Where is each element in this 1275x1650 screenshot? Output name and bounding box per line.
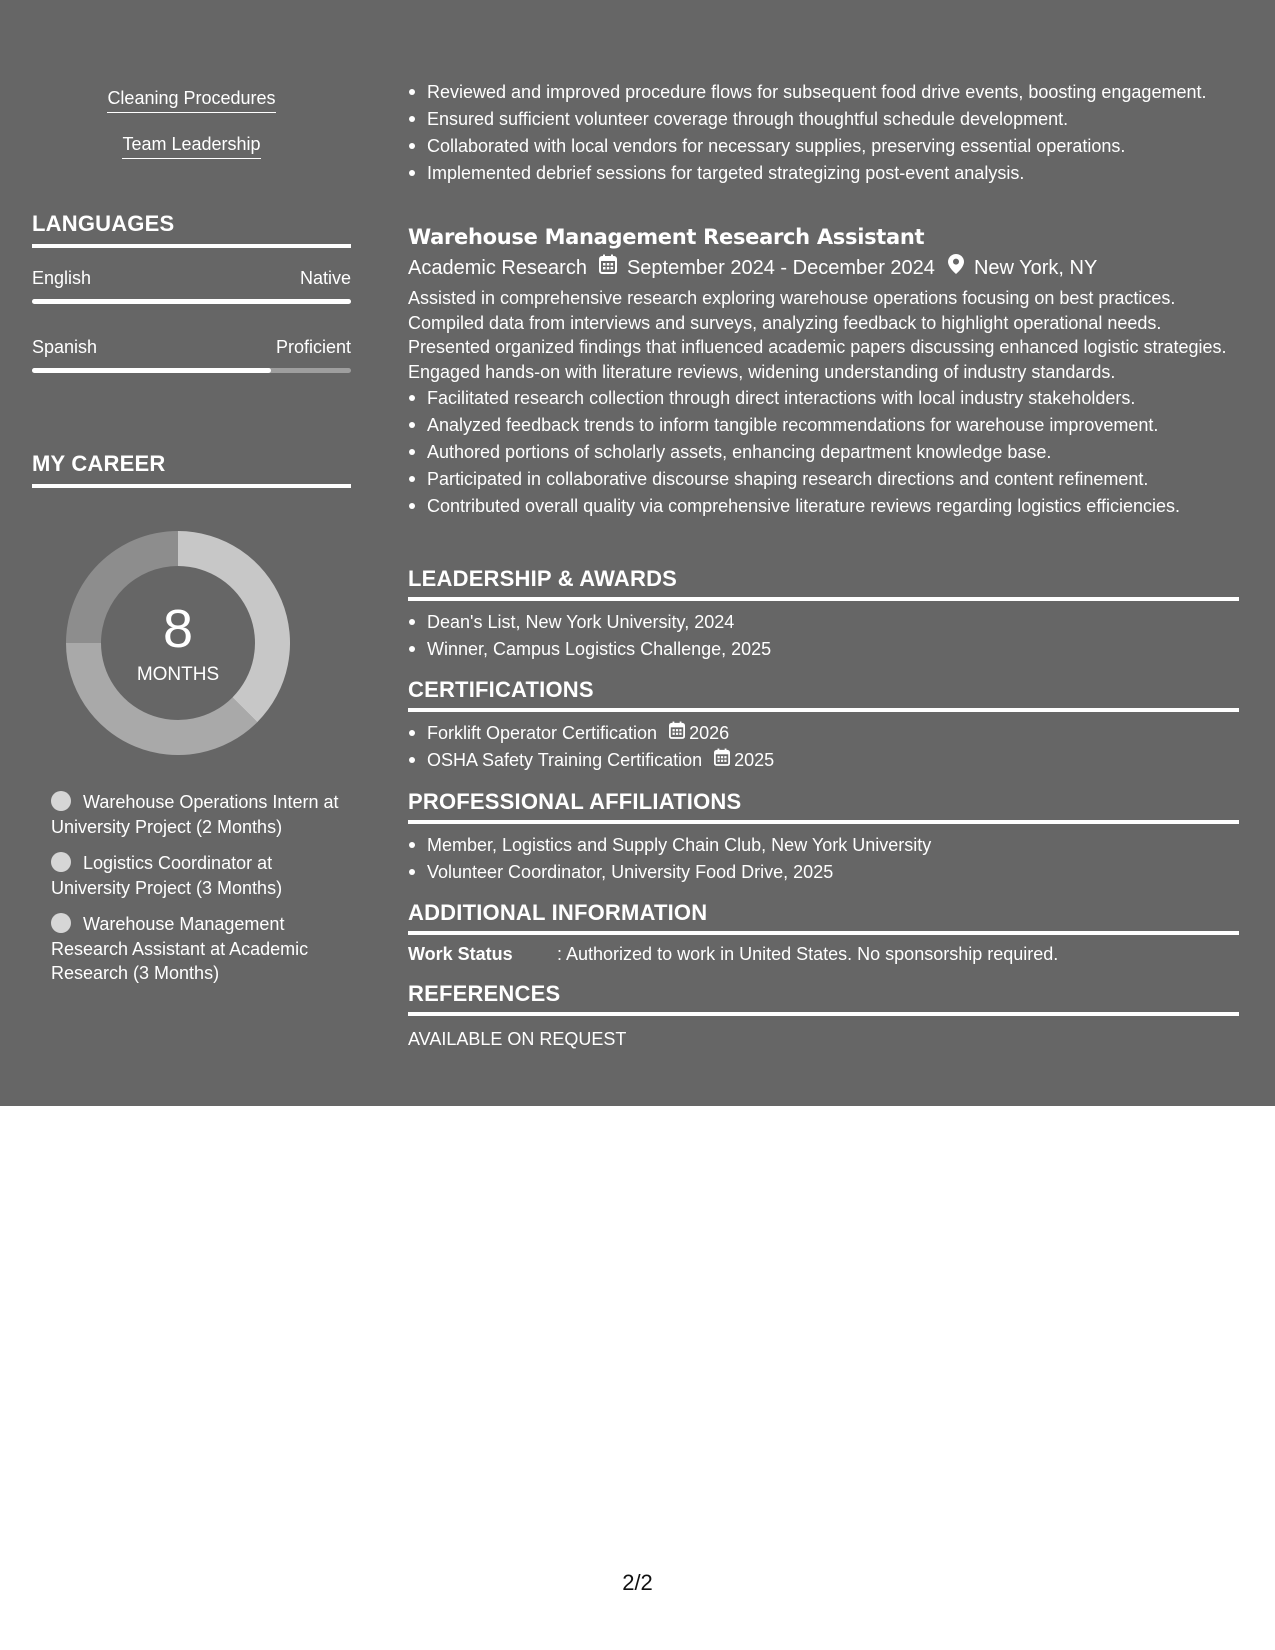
- work-status-label: Work Status: [408, 944, 513, 964]
- award-item: Winner, Campus Logistics Challenge, 2025: [408, 637, 1239, 661]
- work-status-row: [408, 942, 1239, 966]
- language-bar-fill: [32, 368, 271, 373]
- location-pin-icon: [948, 254, 964, 282]
- affiliation-item: Volunteer Coordinator, University Food Drive, 2025: [408, 860, 1239, 884]
- calendar-icon: [669, 721, 685, 745]
- calendar-icon: [599, 254, 617, 282]
- career-total-number: 8: [162, 599, 194, 659]
- career-heading: MY CAREER: [32, 450, 351, 488]
- legend-dot-icon: [51, 791, 71, 811]
- awards-list: [408, 610, 1239, 661]
- language-bar-fill: [32, 299, 351, 304]
- awards-heading: LEADERSHIP & AWARDS: [408, 565, 1239, 601]
- certification-item: [408, 721, 1239, 745]
- job-title: Warehouse Management Research Assistant: [408, 225, 925, 249]
- job-meta: [408, 254, 1239, 282]
- certification-name: OSHA Safety Training Certification: [427, 750, 703, 770]
- certifications-heading: CERTIFICATIONS: [408, 676, 1239, 712]
- skill-item: Team Leadership: [122, 132, 260, 159]
- references-heading: REFERENCES: [408, 980, 1239, 1016]
- certifications-list: [408, 721, 1239, 772]
- affiliation-item: Member, Logistics and Supply Chain Club, New York University: [408, 833, 1239, 857]
- job-bullet: Facilitated research collection through direct interactions with local industry stakeholders.: [408, 386, 1239, 410]
- skill-item: Cleaning Procedures: [107, 86, 275, 113]
- certification-name: Forklift Operator Certification: [427, 723, 658, 743]
- job-location: New York, NY: [973, 257, 1098, 279]
- language-english: [32, 266, 351, 304]
- job-entry: [408, 223, 1239, 521]
- language-bar: [32, 368, 351, 373]
- affiliations-heading: PROFESSIONAL AFFILIATIONS: [408, 788, 1239, 824]
- job-bullet: Contributed overall quality via comprehensive literature reviews regarding logistics efficiencies.: [408, 494, 1239, 518]
- language-name: Spanish: [32, 337, 98, 357]
- job-description: Assisted in comprehensive research exploring warehouse operations focusing on best practices. Compiled data from interviews and surveys, analyzing feedback to highlight operational needs. Presented organized findings that influenced academic papers discussing enhanced logistic strategies. Engaged hands-on with literature reviews, widening understanding of industry standards.: [408, 288, 1227, 382]
- calendar-icon: [714, 748, 730, 772]
- language-level: Proficient: [275, 337, 351, 357]
- additional-info-section: [408, 899, 1239, 966]
- affiliations-section: [408, 788, 1239, 887]
- job-bullet: Analyzed feedback trends to inform tangible recommendations for warehouse improvement.: [408, 413, 1239, 437]
- language-level: Native: [299, 268, 351, 288]
- job-bullet: Implemented debrief sessions for targeted strategizing post-event analysis.: [408, 161, 1239, 185]
- language-name: English: [32, 268, 92, 288]
- skills-list: [32, 86, 351, 178]
- references-text: AVAILABLE ON REQUEST: [408, 1029, 627, 1049]
- job-bullet: Participated in collaborative discourse shaping research directions and content refinement.: [408, 467, 1239, 491]
- career-legend-item: [51, 790, 341, 839]
- career-legend-item: [51, 912, 341, 986]
- award-item: Dean's List, New York University, 2024: [408, 610, 1239, 634]
- languages-heading: LANGUAGES: [32, 210, 351, 248]
- previous-job-bullets: [408, 80, 1239, 188]
- awards-section: [408, 565, 1239, 664]
- certifications-section: [408, 676, 1239, 775]
- job-bullet: Collaborated with local vendors for necessary supplies, preserving essential operations.: [408, 134, 1239, 158]
- language-spanish: [32, 335, 351, 373]
- career-legend-text: Warehouse Operations Intern at University Project (2 Months): [51, 792, 339, 837]
- certification-item: [408, 748, 1239, 772]
- language-bar: [32, 299, 351, 304]
- page-number: 2/2: [622, 1570, 653, 1595]
- career-legend-text: Logistics Coordinator at University Project (3 Months): [51, 853, 283, 898]
- career-legend-item: [51, 851, 341, 900]
- job-dates: September 2024 - December 2024: [626, 257, 935, 279]
- career-donut-chart: [66, 531, 290, 755]
- legend-dot-icon: [51, 852, 71, 872]
- work-status-value: : Authorized to work in United States. No sponsorship required.: [557, 944, 1059, 964]
- affiliations-list: [408, 833, 1239, 884]
- job-bullets: [408, 386, 1239, 518]
- job-bullet: Reviewed and improved procedure flows for subsequent food drive events, boosting engagement.: [408, 80, 1239, 104]
- career-legend-text: Warehouse Management Research Assistant at Academic Research (3 Months): [51, 914, 309, 983]
- additional-info-heading: ADDITIONAL INFORMATION: [408, 899, 1239, 935]
- career-total-unit: MONTHS: [136, 664, 220, 685]
- references-section: [408, 980, 1239, 1051]
- certification-year: 2025: [734, 750, 775, 770]
- career-legend: [51, 790, 341, 998]
- legend-dot-icon: [51, 913, 71, 933]
- job-bullet: Authored portions of scholarly assets, enhancing department knowledge base.: [408, 440, 1239, 464]
- job-bullet: Ensured sufficient volunteer coverage through thoughtful schedule development.: [408, 107, 1239, 131]
- job-company: Academic Research: [408, 257, 587, 279]
- certification-year: 2026: [689, 723, 730, 743]
